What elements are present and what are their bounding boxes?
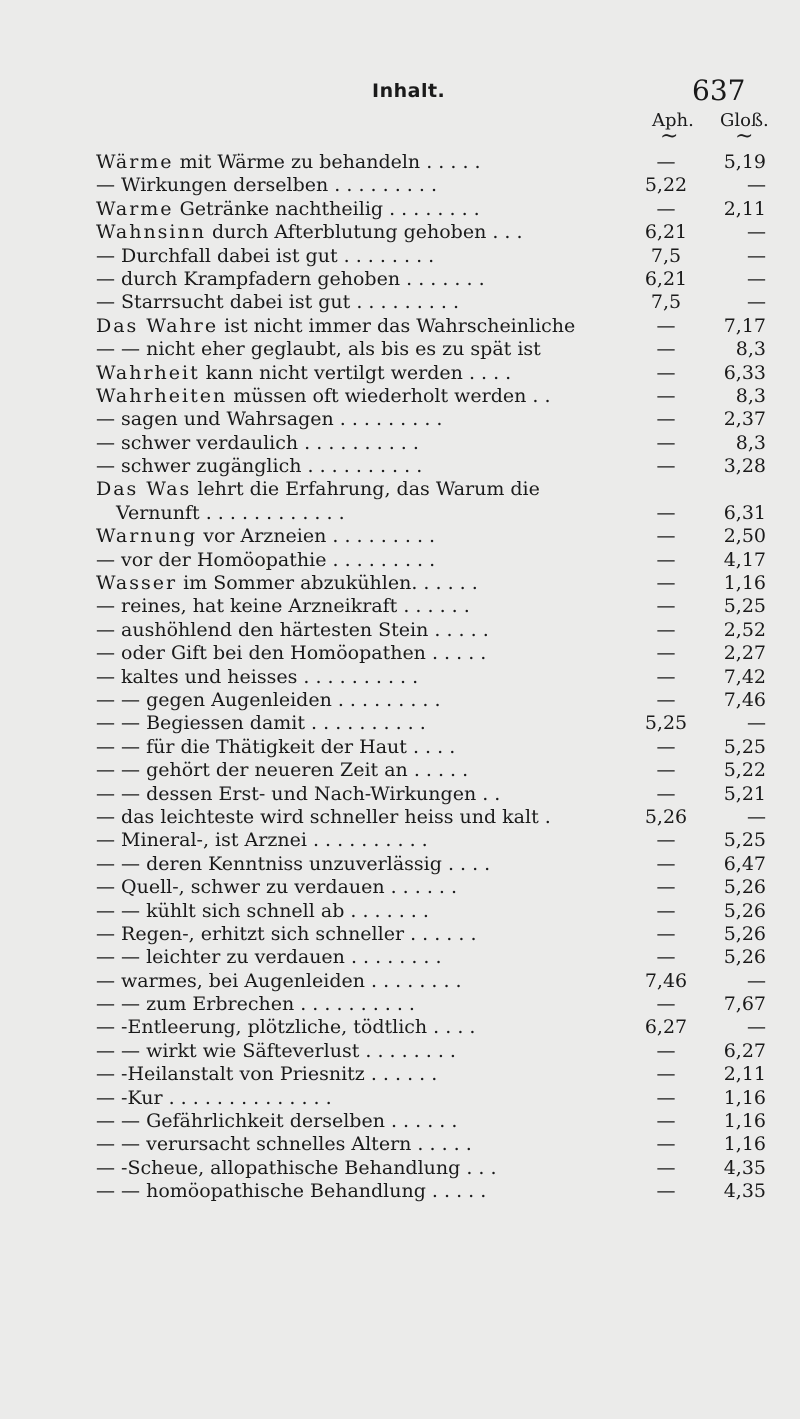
entry-text (96, 1040, 456, 1063)
glos-reference: — (747, 1016, 766, 1039)
entry-keyword: Wärme (96, 151, 174, 173)
entry-description: — vor der Homöopathie . . . . . . . . . (96, 548, 436, 571)
glos-reference: 5,26 (723, 899, 766, 922)
glos-reference: 2,37 (723, 408, 766, 431)
aph-reference: — (656, 735, 676, 758)
index-entry (0, 151, 800, 174)
entry-description: — — gegen Augenleiden . . . . . . . . . (96, 688, 441, 711)
glos-reference: — (747, 174, 766, 197)
entry-description: durch Afterblutung gehoben . . . (205, 221, 523, 244)
aph-reference: — (656, 1063, 676, 1086)
entry-text (96, 362, 511, 385)
entry-description: Vernunft . . . . . . . . . . . . (116, 501, 345, 524)
tilde-ornament: ~ (660, 124, 679, 149)
glos-reference: 2,11 (723, 1063, 766, 1086)
aph-reference: — (656, 525, 676, 548)
entry-description: ist nicht immer das Wahrscheinliche (218, 314, 576, 337)
entry-text (96, 689, 441, 712)
index-entry (0, 1063, 800, 1086)
entry-text (96, 1063, 437, 1086)
index-entry (0, 689, 800, 712)
index-entry (0, 385, 800, 408)
entry-text (96, 595, 470, 618)
entry-text (96, 993, 415, 1016)
aph-reference: 7,5 (650, 244, 682, 267)
index-entry (0, 525, 800, 548)
index-entry (0, 806, 800, 829)
index-entry (0, 666, 800, 689)
entry-description: — Wirkungen derselben . . . . . . . . . (96, 174, 437, 197)
entry-description: kann nicht vertilgt werden . . . . (199, 361, 512, 384)
entry-description: müssen oft wiederholt werden . . (227, 384, 551, 407)
aph-reference: — (656, 782, 676, 805)
entry-keyword: Wahnsinn (96, 221, 206, 244)
index-entry (0, 993, 800, 1016)
index-entry (0, 455, 800, 478)
entry-description: — — Begiessen damit . . . . . . . . . . (96, 712, 426, 735)
entry-text (96, 478, 540, 501)
entry-description: — durch Krampfadern gehoben . . . . . . . (96, 267, 485, 290)
entry-description: — aushöhlend den härtesten Stein . . . . . (96, 618, 489, 641)
index-entry (0, 595, 800, 618)
entry-description: — — Gefährlichkeit derselben . . . . . . (96, 1110, 458, 1133)
entry-text (96, 1016, 475, 1039)
index-entry (0, 1087, 800, 1110)
entry-text (96, 549, 435, 572)
entry-description: — -Kur . . . . . . . . . . . . . . (96, 1086, 332, 1109)
glos-reference: 6,27 (723, 1039, 766, 1062)
aph-reference: — (656, 1039, 676, 1062)
glos-reference: 8,3 (735, 431, 766, 454)
glos-reference: 4,35 (723, 1156, 766, 1179)
aph-reference: — (656, 548, 676, 571)
column-header-glos: Gloß. (720, 110, 769, 131)
entry-text (96, 853, 490, 876)
entry-description: — — wirkt wie Säfteverlust . . . . . . . . (96, 1039, 456, 1062)
entry-text (96, 806, 551, 829)
aph-reference: — (656, 431, 676, 454)
entry-description: — -Heilanstalt von Priesnitz . . . . . . (96, 1063, 438, 1086)
glos-reference: 7,17 (723, 314, 766, 337)
aph-reference: — (656, 408, 676, 431)
entry-text (96, 666, 418, 689)
index-entry (0, 478, 800, 501)
entry-description: im Sommer abzukühlen. . . . . . (177, 572, 478, 595)
aph-reference: — (656, 1086, 676, 1109)
aph-reference: — (656, 993, 676, 1016)
entry-description: — — homöopathische Behandlung . . . . . (96, 1180, 487, 1203)
entry-text (96, 291, 459, 314)
aph-reference: — (656, 665, 676, 688)
entry-description: — — kühlt sich schnell ab . . . . . . . (96, 899, 429, 922)
glos-reference: 5,26 (723, 946, 766, 969)
aph-reference: — (656, 1180, 676, 1203)
entry-description: — warmes, bei Augenleiden . . . . . . . . (96, 969, 462, 992)
aph-reference: — (656, 922, 676, 945)
glos-reference: 7,46 (723, 688, 766, 711)
aph-reference: — (656, 1133, 676, 1156)
glos-reference: 6,33 (723, 361, 766, 384)
index-entry (0, 221, 800, 244)
entry-text (96, 455, 422, 478)
entry-text (96, 315, 575, 338)
index-entry (0, 783, 800, 806)
entry-text (96, 268, 485, 291)
index-entry (0, 198, 800, 221)
aph-reference: — (656, 829, 676, 852)
entry-description: vor Arzneien . . . . . . . . . (197, 525, 436, 548)
entry-description: — Mineral-, ist Arznei . . . . . . . . . . (96, 829, 428, 852)
entry-text (96, 829, 428, 852)
entry-text (96, 783, 500, 806)
page-number: 637 (692, 74, 746, 107)
index-entry (0, 502, 800, 525)
entry-description: — -Entleerung, plötzliche, tödtlich . . . . (96, 1016, 476, 1039)
aph-reference: — (656, 899, 676, 922)
entry-text (96, 525, 435, 548)
entry-text (96, 198, 480, 221)
aph-reference: 6,21 (644, 221, 688, 244)
glos-reference: — (747, 291, 766, 314)
glos-reference: 5,25 (723, 595, 766, 618)
index-entry (0, 736, 800, 759)
entry-description: — Regen-, erhitzt sich schneller . . . . . . (96, 922, 477, 945)
entry-keyword: Warnung (96, 525, 198, 548)
aph-reference: — (656, 642, 676, 665)
entry-description: — — deren Kenntniss unzuverlässig . . . . (96, 852, 491, 875)
entry-description: — -Scheue, allopathische Behandlung . . . (96, 1156, 497, 1179)
glos-reference: — (747, 221, 766, 244)
index-entry (0, 970, 800, 993)
running-title: Inhalt. (372, 80, 446, 102)
entry-text (96, 385, 551, 408)
entry-description: — — gehört der neueren Zeit an . . . . . (96, 759, 469, 782)
entry-description: — kaltes und heisses . . . . . . . . . . (96, 665, 419, 688)
index-entry (0, 1133, 800, 1156)
entry-text (96, 1133, 472, 1156)
entry-text (96, 245, 434, 268)
entry-description: lehrt die Erfahrung, das Warum die (191, 478, 540, 501)
entry-text (96, 338, 541, 361)
index-entry (0, 408, 800, 431)
aph-reference: 5,26 (644, 805, 688, 828)
entry-text (96, 970, 462, 993)
index-entry (0, 291, 800, 314)
entry-text (96, 876, 457, 899)
entry-text (96, 946, 442, 969)
entry-keyword: Wahrheit (96, 361, 200, 384)
aph-reference: — (656, 197, 676, 220)
entry-description: — reines, hat keine Arzneikraft . . . . . . (96, 595, 470, 618)
index-entry (0, 432, 800, 455)
glos-reference: 8,3 (735, 384, 766, 407)
index-entry (0, 946, 800, 969)
entry-text (96, 900, 429, 923)
entry-keyword: Das Wahre (96, 314, 219, 337)
index-entry (0, 338, 800, 361)
glos-reference: 8,3 (735, 338, 766, 361)
tilde-ornament: ~ (735, 124, 754, 149)
index-entry (0, 1016, 800, 1039)
index-entry (0, 876, 800, 899)
glos-reference: — (747, 969, 766, 992)
entry-description: — — zum Erbrechen . . . . . . . . . . (96, 993, 415, 1016)
index-entry (0, 923, 800, 946)
entry-keyword: Warme (96, 197, 174, 220)
glos-reference: — (747, 712, 766, 735)
entry-keyword: Wasser (96, 572, 178, 595)
entry-text (96, 759, 468, 782)
glos-reference: 2,52 (723, 618, 766, 641)
entry-description: — Quell-, schwer zu verdauen . . . . . . (96, 876, 458, 899)
aph-reference: — (656, 572, 676, 595)
entry-keyword: Das Was (96, 478, 192, 501)
index-entry (0, 900, 800, 923)
glos-reference: 3,28 (723, 455, 766, 478)
aph-reference: — (656, 338, 676, 361)
aph-reference: — (656, 618, 676, 641)
aph-reference: — (656, 151, 676, 173)
entry-description: — sagen und Wahrsagen . . . . . . . . . (96, 408, 443, 431)
entry-text (96, 572, 478, 595)
entry-text (96, 736, 455, 759)
entry-text (96, 174, 437, 197)
entry-text (96, 1110, 457, 1133)
glos-reference: 4,35 (723, 1180, 766, 1203)
aph-reference: 6,21 (644, 267, 688, 290)
aph-reference: 5,25 (644, 712, 688, 735)
aph-reference: 7,5 (650, 291, 682, 314)
aph-reference: 6,27 (644, 1016, 688, 1039)
column-header-aph: Aph. (652, 110, 694, 131)
index-entry (0, 268, 800, 291)
index-entry (0, 829, 800, 852)
entry-text (96, 1157, 497, 1180)
glos-reference: — (747, 267, 766, 290)
entry-text (96, 619, 489, 642)
entry-description: — Durchfall dabei ist gut . . . . . . . . (96, 244, 435, 267)
index-entry (0, 362, 800, 385)
glos-reference: 2,50 (723, 525, 766, 548)
aph-reference: — (656, 876, 676, 899)
glos-reference: 2,11 (723, 197, 766, 220)
aph-reference: — (656, 455, 676, 478)
entry-text (96, 151, 481, 174)
entry-text (116, 502, 345, 525)
entry-description: — — nicht eher geglaubt, als bis es zu spät ist (96, 338, 541, 361)
glos-reference: 1,16 (723, 1133, 766, 1156)
entry-description: — Starrsucht dabei ist gut . . . . . . . . . (96, 291, 459, 314)
glos-reference: 1,16 (723, 1086, 766, 1109)
entry-text (96, 1087, 332, 1110)
aph-reference: — (656, 1156, 676, 1179)
aph-reference: — (656, 1110, 676, 1133)
glos-reference: 7,42 (723, 665, 766, 688)
entry-text (96, 642, 486, 665)
entry-text (96, 221, 523, 244)
aph-reference: — (656, 852, 676, 875)
aph-reference: — (656, 361, 676, 384)
entry-description: Getränke nachtheilig . . . . . . . . (173, 197, 480, 220)
aph-reference: — (656, 314, 676, 337)
glos-reference: — (747, 244, 766, 267)
index-entry (0, 549, 800, 572)
index-entry (0, 619, 800, 642)
aph-reference: 5,22 (644, 174, 688, 197)
glos-reference: 5,26 (723, 922, 766, 945)
aph-reference: — (656, 946, 676, 969)
entry-text (96, 408, 442, 431)
glos-reference: 5,25 (723, 829, 766, 852)
index-entry (0, 1110, 800, 1133)
entry-keyword: Wahrheiten (96, 384, 228, 407)
page-header (0, 70, 800, 110)
glos-reference: 1,16 (723, 1110, 766, 1133)
entry-description: — das leichteste wird schneller heiss und kalt . (96, 805, 551, 828)
aph-reference: — (656, 595, 676, 618)
index-entry (0, 1180, 800, 1203)
aph-reference: — (656, 759, 676, 782)
glos-reference: 7,67 (723, 993, 766, 1016)
entry-description: — — für die Thätigkeit der Haut . . . . (96, 735, 456, 758)
entry-text (96, 1180, 486, 1203)
entry-description: — schwer zugänglich . . . . . . . . . . (96, 455, 423, 478)
glos-reference: 5,25 (723, 735, 766, 758)
glos-reference: 5,21 (723, 782, 766, 805)
entry-description: — — leichter zu verdauen . . . . . . . . (96, 946, 442, 969)
glos-reference: — (747, 805, 766, 828)
entry-description: — — verursacht schnelles Altern . . . . . (96, 1133, 472, 1156)
index-entry (0, 642, 800, 665)
aph-reference: — (656, 688, 676, 711)
entry-description: — oder Gift bei den Homöopathen . . . . . (96, 642, 487, 665)
entry-text (96, 923, 477, 946)
index-entry (0, 1157, 800, 1180)
glos-reference: 4,17 (723, 548, 766, 571)
entry-description: — schwer verdaulich . . . . . . . . . . (96, 431, 419, 454)
entry-text (96, 712, 426, 735)
index-entry (0, 712, 800, 735)
glos-reference: 5,22 (723, 759, 766, 782)
aph-reference: 7,46 (644, 969, 688, 992)
glos-reference: 6,31 (723, 501, 766, 524)
glos-reference: 1,16 (723, 572, 766, 595)
aph-reference: — (656, 501, 676, 524)
index-entry (0, 853, 800, 876)
glos-reference: 2,27 (723, 642, 766, 665)
glos-reference: 5,19 (723, 151, 766, 173)
index-entry (0, 174, 800, 197)
index-entry (0, 1040, 800, 1063)
index-entry (0, 315, 800, 338)
entry-text (96, 432, 419, 455)
aph-reference: — (656, 384, 676, 407)
entry-description: — — dessen Erst- und Nach-Wirkungen . . (96, 782, 501, 805)
glos-reference: 5,26 (723, 876, 766, 899)
index-entry (0, 759, 800, 782)
index-entry (0, 245, 800, 268)
index-entry (0, 572, 800, 595)
glos-reference: 6,47 (723, 852, 766, 875)
index-entries (0, 151, 800, 1204)
entry-description: mit Wärme zu behandeln . . . . . (173, 151, 481, 173)
